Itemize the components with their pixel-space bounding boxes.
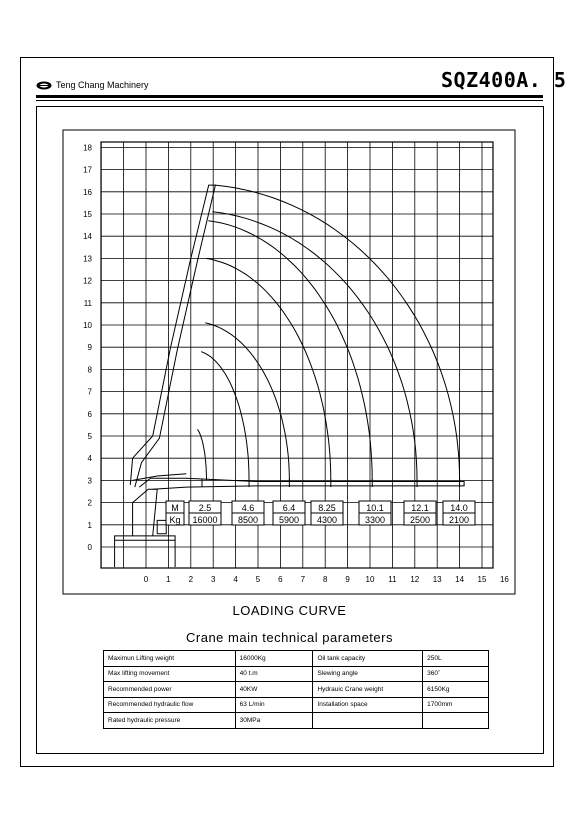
y-tick-label: 8 — [87, 365, 92, 375]
param-label: Recommended hydraulic flow — [104, 697, 236, 713]
y-tick-label: 3 — [87, 476, 92, 486]
model-number: SQZ400A. 5 — [441, 68, 567, 92]
y-tick-label: 18 — [83, 143, 92, 153]
load-radius-label: 2.5 — [198, 503, 212, 513]
x-tick-label: 4 — [233, 575, 238, 584]
y-tick-label: 17 — [83, 165, 92, 175]
y-tick-label: 7 — [87, 387, 92, 397]
load-weight-label: 3300 — [364, 515, 386, 525]
load-radius-label: 10.1 — [366, 503, 384, 513]
x-tick-label: 3 — [210, 575, 216, 584]
param-label: Max lifting movement — [104, 666, 236, 682]
load-weight-label: 2500 — [409, 515, 431, 525]
load-radius-label: 4.6 — [241, 503, 255, 513]
y-tick-label: 15 — [83, 210, 92, 219]
y-tick-label: 5 — [87, 432, 92, 441]
crane-valve-block — [157, 520, 166, 533]
param-label — [313, 713, 423, 729]
param-label: Maximun Lifting weight — [104, 651, 236, 667]
load-radius-label: 6.4 — [282, 503, 296, 513]
param-value: 40 t.m — [235, 666, 313, 682]
load-table-boxes — [166, 501, 475, 525]
param-label: Oil tank capacity — [313, 651, 423, 667]
param-value: 6150Kg — [423, 682, 489, 698]
y-tick-label: 9 — [87, 343, 92, 353]
x-tick-labels — [144, 575, 510, 584]
load-weight-label: 16000 — [192, 515, 218, 525]
param-value: 250L — [423, 651, 489, 667]
param-value: 63 L/min — [235, 697, 313, 713]
param-row — [104, 713, 489, 729]
param-row — [104, 697, 489, 713]
x-tick-label: 5 — [255, 575, 261, 584]
x-tick-label: 1 — [166, 575, 171, 584]
x-tick-label: 9 — [345, 575, 350, 584]
load-arc — [201, 352, 249, 481]
y-tick-label: 0 — [87, 543, 92, 552]
parameters-title: Crane main technical parameters — [186, 630, 393, 645]
y-tick-label: 11 — [83, 298, 92, 308]
x-tick-label: 8 — [322, 575, 328, 584]
x-tick-label: 6 — [278, 575, 283, 584]
y-tick-label: 4 — [87, 454, 92, 464]
boom-cylinder — [133, 474, 187, 481]
x-tick-label: 7 — [300, 575, 306, 584]
x-tick-label: 12 — [410, 575, 420, 584]
y-tick-label: 12 — [83, 276, 92, 286]
param-label: Hydrauic Crane weight — [313, 682, 423, 698]
param-row — [104, 682, 489, 698]
load-arc — [205, 323, 289, 481]
unit-distance-label: M — [171, 503, 179, 513]
load-arc — [212, 212, 417, 481]
param-value: 30MPa — [235, 713, 313, 729]
x-tick-label: 15 — [477, 575, 487, 584]
loading-curve-caption: LOADING CURVE — [232, 603, 347, 618]
brand-name: Teng Chang Machinery — [56, 80, 149, 90]
crane-column — [133, 489, 158, 536]
param-label: Recommended power — [104, 682, 236, 698]
param-value — [423, 713, 489, 729]
x-tick-label: 13 — [432, 575, 442, 584]
param-value: 40KW — [235, 682, 313, 698]
load-arcs — [198, 185, 460, 487]
load-weight-label: 4300 — [316, 515, 338, 525]
x-tick-label: 2 — [188, 575, 194, 584]
load-radius-label: 14.0 — [450, 503, 468, 513]
param-value: 1700mm — [423, 697, 489, 713]
load-arc — [198, 429, 207, 480]
y-tick-label: 6 — [87, 409, 92, 419]
param-label: Slewing angle — [313, 666, 423, 682]
param-row — [104, 651, 489, 667]
y-tick-label: 14 — [83, 232, 92, 242]
param-row — [104, 666, 489, 682]
load-radius-label: 8.25 — [318, 503, 336, 513]
x-tick-label: 14 — [455, 575, 465, 584]
x-tick-label: 0 — [143, 575, 149, 584]
load-weight-label: 8500 — [237, 515, 259, 525]
x-tick-label: 11 — [388, 575, 397, 584]
load-weight-label: 5900 — [278, 515, 300, 525]
y-tick-label: 1 — [87, 520, 92, 530]
y-tick-label: 16 — [83, 187, 92, 197]
load-weight-label: 2100 — [448, 515, 470, 525]
x-tick-label: 10 — [365, 575, 375, 584]
load-radius-label: 12.1 — [411, 503, 429, 513]
param-value: 360˚ — [423, 666, 489, 682]
y-tick-labels — [83, 143, 92, 552]
y-tick-label: 2 — [87, 498, 92, 508]
y-tick-label: 13 — [83, 254, 92, 264]
y-tick-label: 10 — [83, 321, 92, 330]
unit-weight-label: Kg — [169, 515, 181, 525]
param-label: Rated hydraulic pressure — [104, 713, 236, 729]
boom-horizontal — [139, 478, 464, 489]
x-tick-label: 16 — [499, 575, 509, 584]
parameters-table — [103, 650, 489, 729]
param-value: 16000Kg — [235, 651, 313, 667]
param-label: Installation space — [313, 697, 423, 713]
